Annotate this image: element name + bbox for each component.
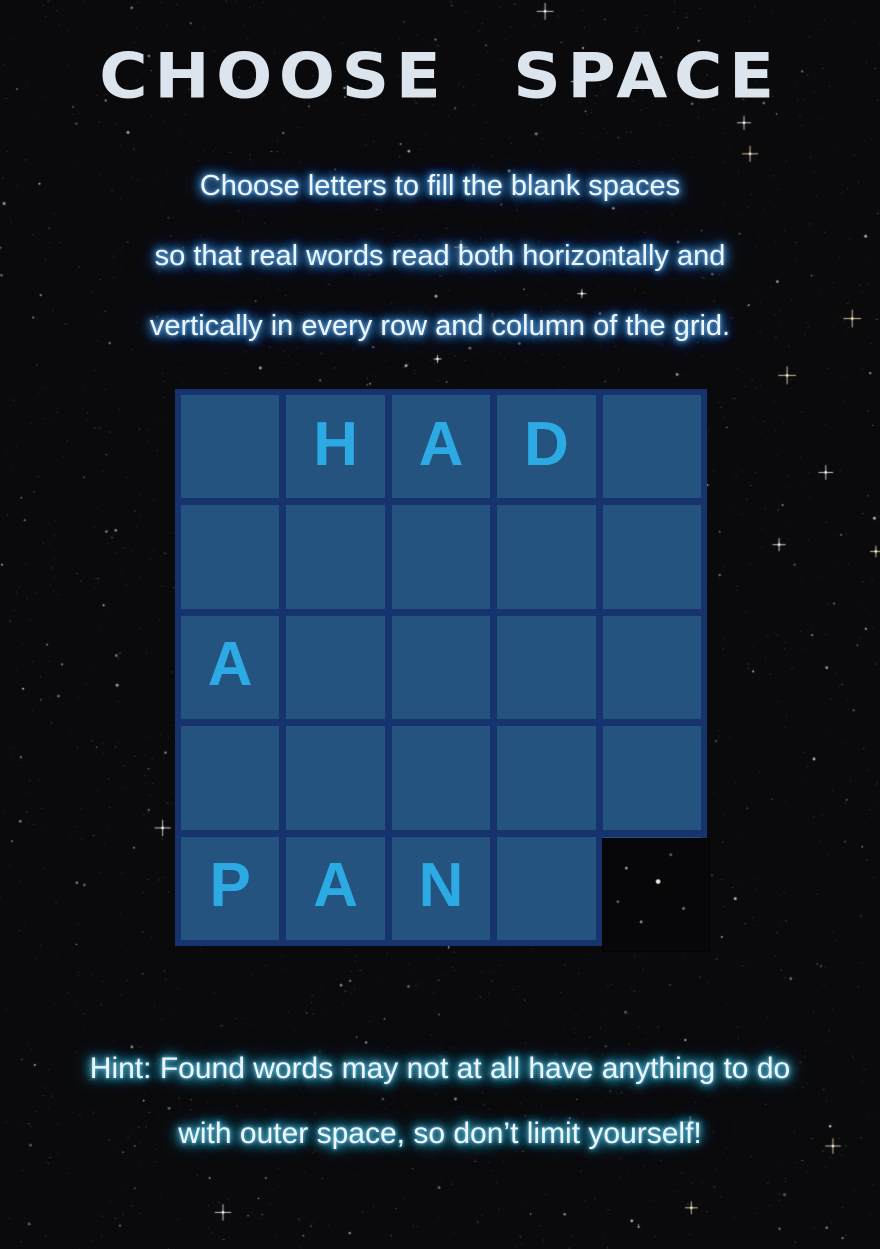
grid-cell[interactable]: A xyxy=(392,395,490,498)
grid-cell[interactable] xyxy=(603,395,701,498)
grid-cell[interactable] xyxy=(286,505,384,608)
grid-cell[interactable] xyxy=(181,726,279,829)
grid-cell[interactable] xyxy=(603,616,701,719)
grid-cell[interactable] xyxy=(392,726,490,829)
instruction-line-3: vertically in every row and column of the grid. xyxy=(149,310,731,342)
grid-cell[interactable]: H xyxy=(286,395,384,498)
page-title: CHOOSE SPACE xyxy=(99,40,781,113)
grid-cell[interactable]: A xyxy=(181,616,279,719)
grid-cell[interactable] xyxy=(497,616,595,719)
grid-cell[interactable]: A xyxy=(286,837,384,940)
grid-cell[interactable] xyxy=(603,726,701,829)
hint-line-1: Hint: Found words may not at all have anything to do xyxy=(89,1052,791,1085)
grid-cell[interactable] xyxy=(497,505,595,608)
grid-cell[interactable] xyxy=(392,616,490,719)
grid-cell[interactable] xyxy=(497,837,595,940)
grid-cell[interactable] xyxy=(392,505,490,608)
grid-cell[interactable] xyxy=(497,726,595,829)
grid-cell[interactable] xyxy=(181,505,279,608)
missing-cell-cutout xyxy=(603,839,709,951)
instruction-line-1: Choose letters to fill the blank spaces xyxy=(199,170,681,202)
grid-cell[interactable] xyxy=(286,616,384,719)
grid-cell[interactable]: N xyxy=(392,837,490,940)
grid-cell[interactable]: D xyxy=(497,395,595,498)
hint-line-2: with outer space, so don’t limit yourself! xyxy=(178,1117,702,1150)
grid-cell[interactable] xyxy=(181,395,279,498)
instruction-line-2: so that real words read both horizontally and xyxy=(154,240,726,272)
grid-cell[interactable] xyxy=(286,726,384,829)
grid-cell[interactable]: P xyxy=(181,837,279,940)
grid-cell[interactable] xyxy=(603,505,701,608)
puzzle-grid xyxy=(175,389,707,946)
